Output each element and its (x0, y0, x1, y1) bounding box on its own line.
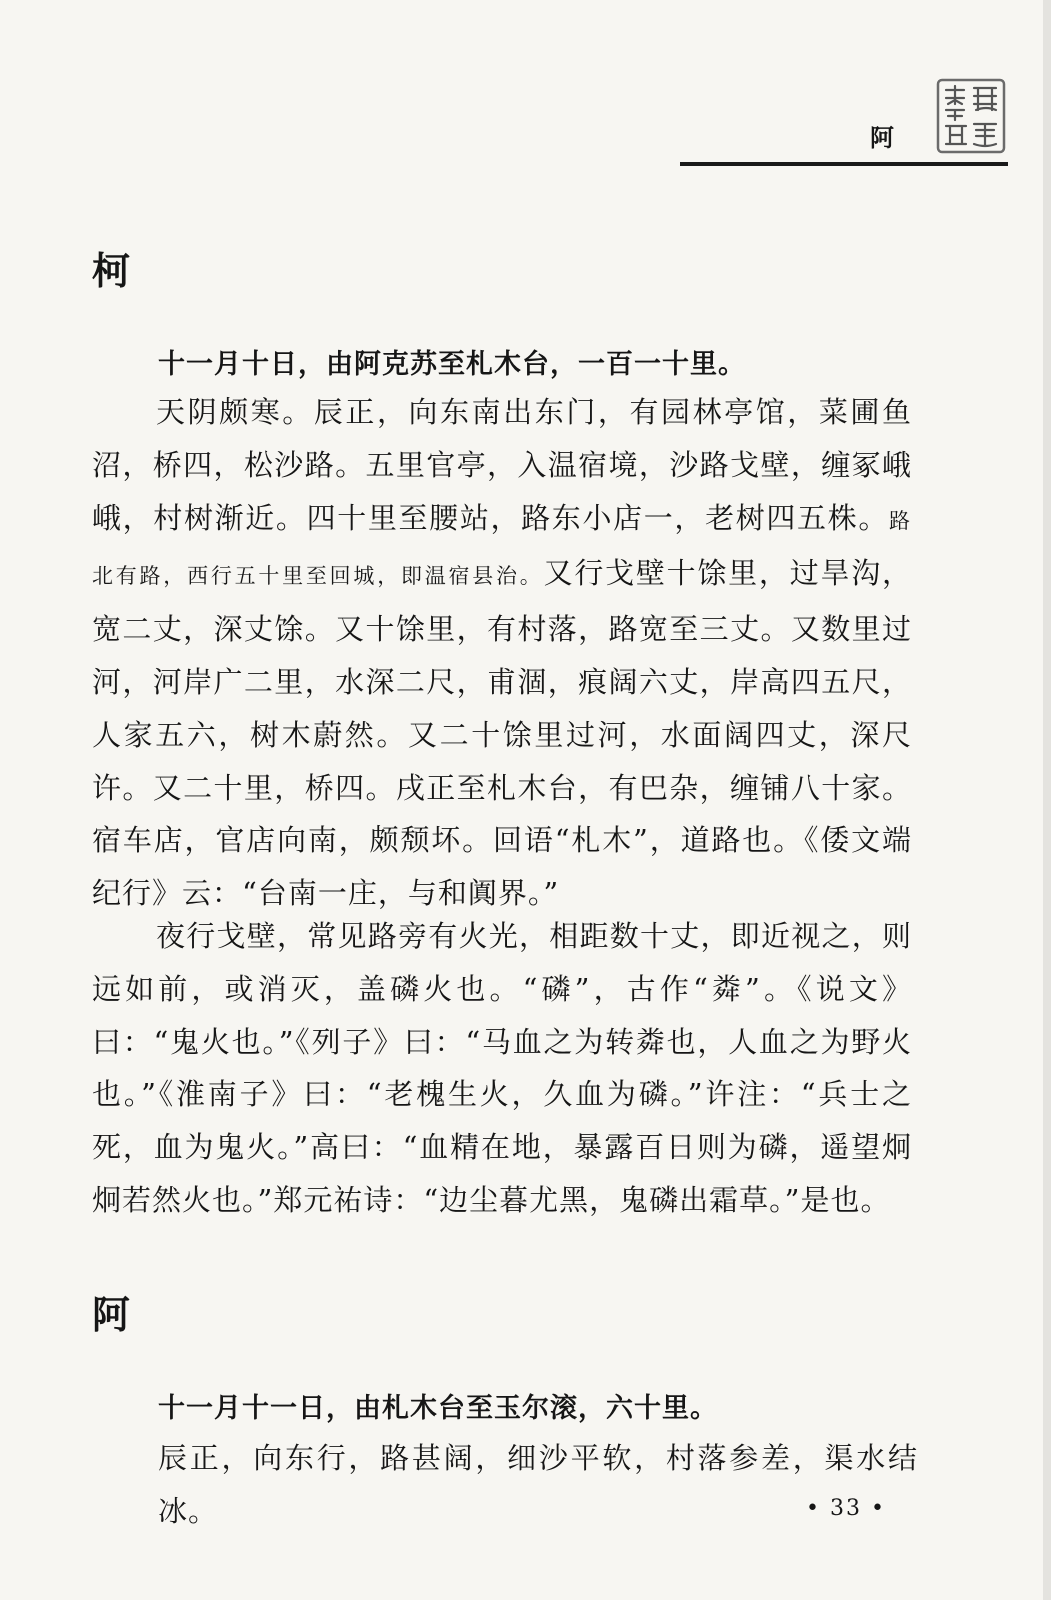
body-paragraph: 辰正，向东行，路甚阔，细沙平软，村落参差，渠水结冰。 (158, 1441, 918, 1528)
running-head: 阿 (870, 124, 894, 152)
header-rule (680, 162, 1008, 166)
seal-stamp (936, 78, 1006, 154)
section-heading: 柯 (92, 249, 131, 293)
section-heading: 阿 (92, 1293, 131, 1337)
body-paragraph (92, 386, 912, 920)
interlinear-note: 路北有路，西行五十里至回城，即温宿县治。 (92, 508, 912, 589)
entry-title: 十一月十日，由阿克苏至札木台，一百一十里。 (158, 349, 746, 380)
paragraph-main-text: 天阴颇寒。辰正，向东南出东门，有园林亭馆，菜圃鱼沼，桥四，松沙路。五里官亭，入温宿境，沙路戈壁，缠冢峨峨，村树渐近。四十里至腰站，路东小店一，老树四五株。 (92, 395, 912, 535)
body-paragraph: 夜行戈壁，常见路旁有火光，相距数十丈，即近视之，则远如前，或消灭，盖磷火也。“磷”，古作“粦”。《说文》曰：“鬼火也。”《列子》曰：“马血之为转粦也，人血之为野火也。”《淮南子》曰：“老槐生火，久血为磷。”许注：“兵士之死，血为鬼火。”高曰：“血精在地，暴露百日则为磷，遥望炯炯若然火也。”郑元祐诗：“边尘暮尤黑，鬼磷出霜草。”是也。 (92, 919, 912, 1217)
page-edge-shadow (1043, 0, 1051, 1600)
paragraph-continuation: 又行戈壁十馀里，过旱沟，宽二丈，深丈馀。又十馀里，有村落，路宽至三丈。又数里过河，河岸广二里，水深二尺，甫涸，痕阔六丈，岸高四五尺，人家五六，树木蔚然。又二十馀里过河，水面阔四丈，深尺许。又二十里，桥四。戌正至札木台，有巴杂，缠铺八十家。宿车店，官店向南，颇颓坏。回语“札木”，道路也。《倭文端纪行》云：“台南一庄，与和阗界。” (92, 556, 912, 911)
page-number: • 33 • (806, 1496, 886, 1521)
entry-title: 十一月十一日，由札木台至玉尔滚，六十里。 (158, 1393, 718, 1424)
